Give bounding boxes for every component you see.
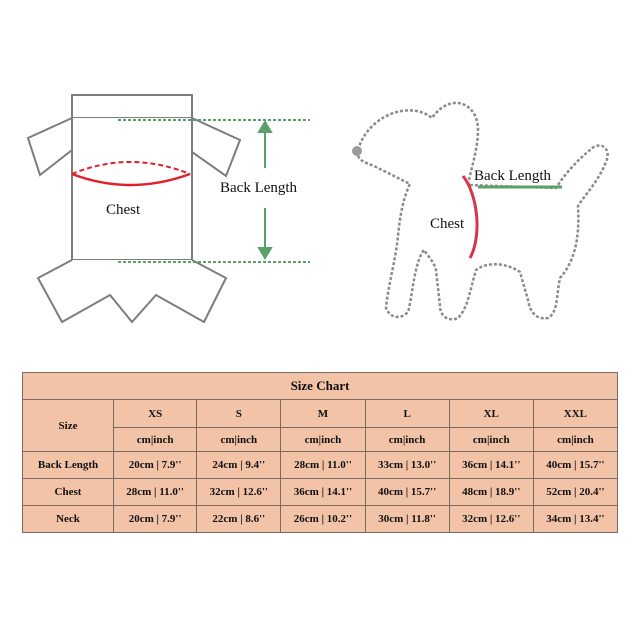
- dog-back-length-label: Back Length: [474, 168, 552, 184]
- table-cell: 40cm | 15.7'': [365, 479, 449, 506]
- unit-header: cm|inch: [533, 428, 617, 452]
- table-cell: 28cm | 11.0'': [281, 452, 365, 479]
- unit-header: cm|inch: [114, 428, 197, 452]
- unit-header: cm|inch: [281, 428, 365, 452]
- size-chart: [22, 372, 618, 533]
- dog-illustration: [358, 103, 608, 319]
- table-row: [23, 479, 618, 506]
- unit-header: cm|inch: [365, 428, 449, 452]
- table-cell: 32cm | 12.6'': [197, 479, 281, 506]
- size-col-header: M: [281, 400, 365, 428]
- row-label-chest: Chest: [23, 479, 114, 506]
- table-cell: 30cm | 11.8'': [365, 506, 449, 533]
- unit-header: cm|inch: [449, 428, 533, 452]
- size-chart-title: Size Chart: [23, 373, 618, 400]
- dog-chest-label: Chest: [430, 216, 465, 232]
- table-row: [23, 452, 618, 479]
- dog-nose-icon: [352, 146, 362, 156]
- size-col-header: L: [365, 400, 449, 428]
- table-cell: 36cm | 14.1'': [281, 479, 365, 506]
- table-cell: 40cm | 15.7'': [533, 452, 617, 479]
- row-label-neck: Neck: [23, 506, 114, 533]
- table-cell: 26cm | 10.2'': [281, 506, 365, 533]
- table-cell: 24cm | 9.4'': [197, 452, 281, 479]
- shirt-back-length-label: Back Length: [220, 180, 298, 196]
- row-label-back-length: Back Length: [23, 452, 114, 479]
- table-cell: 20cm | 7.9'': [114, 506, 197, 533]
- size-col-header: XS: [114, 400, 197, 428]
- shirt-chest-label: Chest: [106, 202, 141, 218]
- table-cell: 36cm | 14.1'': [449, 452, 533, 479]
- table-cell: 33cm | 13.0'': [365, 452, 449, 479]
- size-chart-table: [22, 372, 618, 533]
- unit-header: cm|inch: [197, 428, 281, 452]
- table-cell: 32cm | 12.6'': [449, 506, 533, 533]
- size-col-header: S: [197, 400, 281, 428]
- table-cell: 48cm | 18.9'': [449, 479, 533, 506]
- table-cell: 34cm | 13.4'': [533, 506, 617, 533]
- table-cell: 52cm | 20.4'': [533, 479, 617, 506]
- table-row: [23, 506, 618, 533]
- table-cell: 22cm | 8.6'': [197, 506, 281, 533]
- table-cell: 28cm | 11.0'': [114, 479, 197, 506]
- dog-chest-marker: [463, 176, 477, 258]
- table-cell: 20cm | 7.9'': [114, 452, 197, 479]
- size-header: Size: [23, 400, 114, 452]
- size-col-header: XL: [449, 400, 533, 428]
- size-col-header: XXL: [533, 400, 617, 428]
